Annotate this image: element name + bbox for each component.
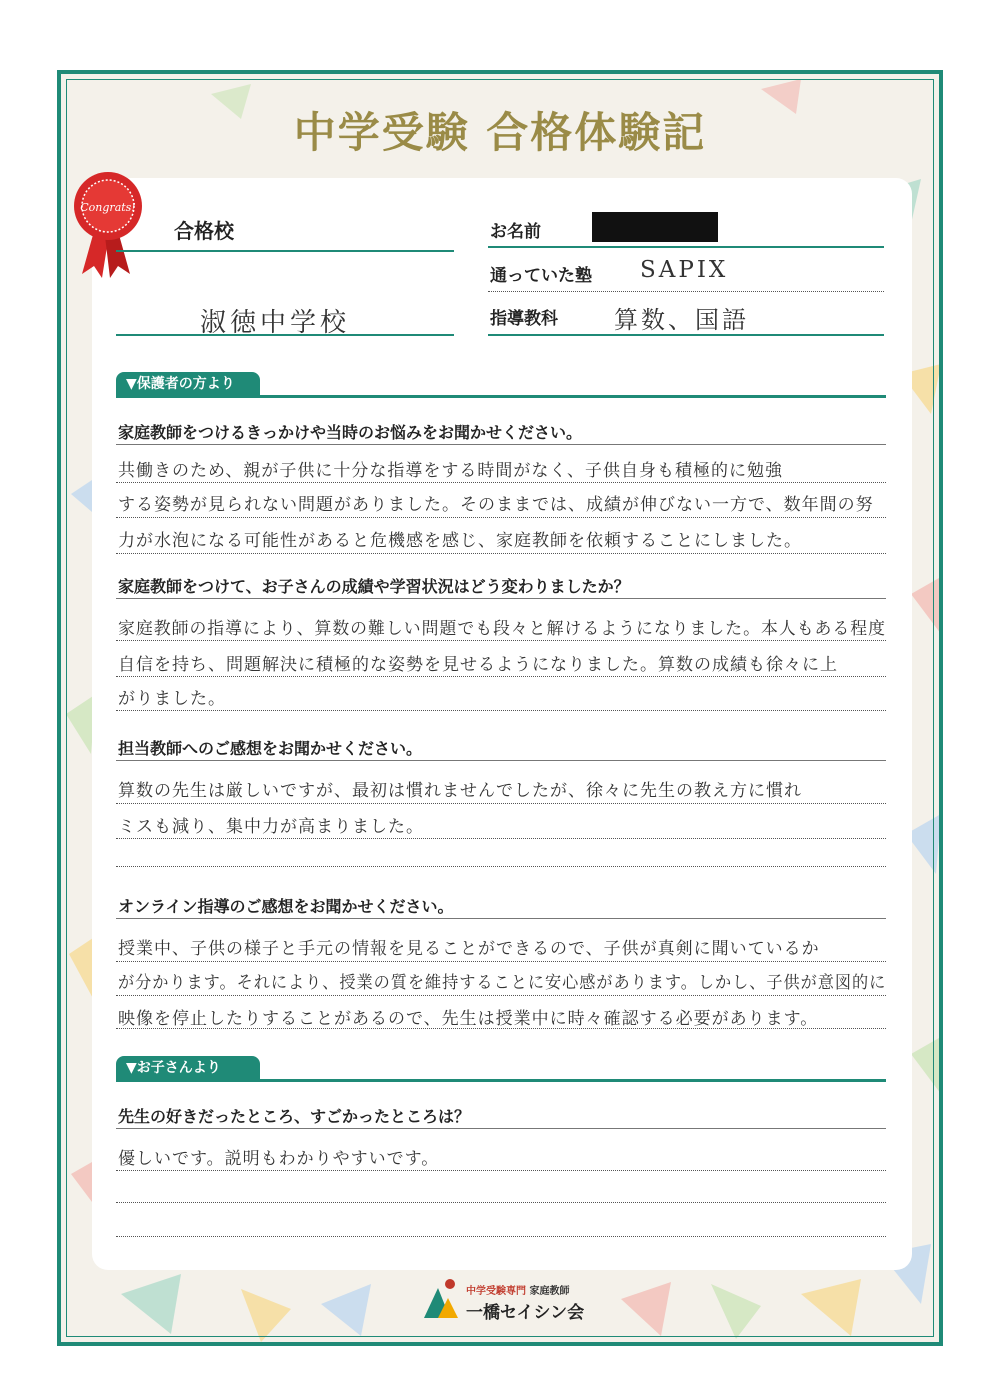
answer-4-line-1: 授業中、子供の様子と手元の情報を見ることができるので、子供が真剣に聞いているか: [118, 939, 820, 959]
answer-4-line-2: が分かります。それにより、授業の質を維持することに安心感があります。しかし、子供が意図的に: [118, 973, 887, 993]
answer-2-rule-2: [116, 676, 886, 677]
question-1: 家庭教師をつけるきっかけや当時のお悩みをお聞かせください。: [118, 423, 583, 442]
answer-4-rule-1: [116, 961, 886, 962]
juku-underline: [488, 291, 884, 292]
answer-3-line-1: 算数の先生は厳しいですが、最初は慣れませんでしたが、徐々に先生の教え方に慣れ: [118, 781, 802, 801]
question-5: 先生の好きだったところ、すごかったところは？: [118, 1107, 471, 1126]
answer-3-line-2: ミスも減り、集中力が高まりました。: [118, 817, 424, 837]
question-3: 担当教師へのご感想をお聞かせください。: [118, 739, 423, 758]
footer-tagline: [466, 1282, 569, 1297]
school-value: 淑徳中学校: [200, 308, 351, 338]
answer-1-line-2: する姿勢が見られない問題がありました。そのままでは、成績が伸びない一方で、数年間の努: [118, 495, 874, 515]
section-guardian-rule: [116, 395, 886, 398]
footer-brand: 一橋セイシン会: [466, 1303, 585, 1323]
answer-2-rule-1: [116, 640, 886, 641]
answer-1-rule-2: [116, 517, 886, 518]
section-tab-guardian: ▼保護者の方より: [116, 372, 260, 396]
answer-5-rule-1: [116, 1170, 886, 1171]
school-label: 合格校: [174, 219, 234, 243]
question-5-rule: [116, 1128, 886, 1129]
name-underline: [488, 246, 884, 248]
answer-4-rule-3: [116, 1028, 886, 1029]
answer-5-line-1: 優しいです。説明もわかりやすいです。: [118, 1149, 440, 1169]
answer-3-rule-1: [116, 803, 886, 804]
answer-4-line-3: 映像を停止したりすることがあるので、先生は授業中に時々確認する必要があります。: [118, 1009, 819, 1029]
subject-value: 算数、国語: [614, 306, 749, 334]
name-label: お名前: [490, 222, 541, 242]
question-4: オンライン指導のご感想をお聞かせください。: [118, 897, 454, 916]
answer-1-rule-1: [116, 482, 886, 483]
congrats-rosette-icon: [58, 162, 158, 282]
school-label-underline: [116, 250, 454, 252]
name-redacted-box: [592, 212, 718, 242]
answer-1-rule-3: [116, 553, 886, 554]
answer-2-line-1: 家庭教師の指導により、算数の難しい問題でも段々と解けるようになりました。本人もある程度: [118, 619, 886, 639]
question-2-rule: [116, 598, 886, 599]
answer-2-rule-3: [116, 710, 886, 711]
answer-1-line-3: 力が水泡になる可能性があると危機感を感じ、家庭教師を依頼することにしました。: [118, 531, 802, 551]
question-2: 家庭教師をつけて、お子さんの成績や学習状況はどう変わりましたか？: [118, 577, 630, 596]
answer-5-rule-3: [116, 1236, 886, 1237]
subject-label: 指導教科: [490, 309, 558, 329]
answer-4-rule-2: [116, 995, 886, 996]
answer-5-rule-2: [116, 1202, 886, 1203]
answer-2-line-3: がりました。: [118, 689, 226, 709]
subject-underline: [488, 334, 884, 336]
answer-2-line-2: 自信を持ち、問題解決に積極的な姿勢を見せるようになりました。算数の成績も徐々に上: [118, 655, 838, 675]
juku-value: SAPIX: [640, 257, 729, 283]
question-1-rule: [116, 444, 886, 445]
footer-tagline-red: 中学受験専門: [466, 1286, 526, 1297]
answer-3-rule-3: [116, 866, 886, 867]
rosette-text: Congrats!: [80, 201, 136, 214]
juku-label: 通っていた塾: [490, 266, 592, 286]
footer-tagline-black: 家庭教師: [529, 1286, 570, 1297]
question-4-rule: [116, 918, 886, 919]
section-tab-child: ▼お子さんより: [116, 1056, 260, 1080]
question-3-rule: [116, 760, 886, 761]
answer-3-rule-2: [116, 838, 886, 839]
section-child-rule: [116, 1079, 886, 1082]
brand-logo-icon: [420, 1274, 464, 1324]
answer-1-line-1: 共働きのため、親が子供に十分な指導をする時間がなく、子供自身も積極的に勉強: [118, 461, 783, 481]
page-title: 中学受験 合格体験記: [293, 108, 707, 157]
school-value-underline: [116, 334, 454, 336]
